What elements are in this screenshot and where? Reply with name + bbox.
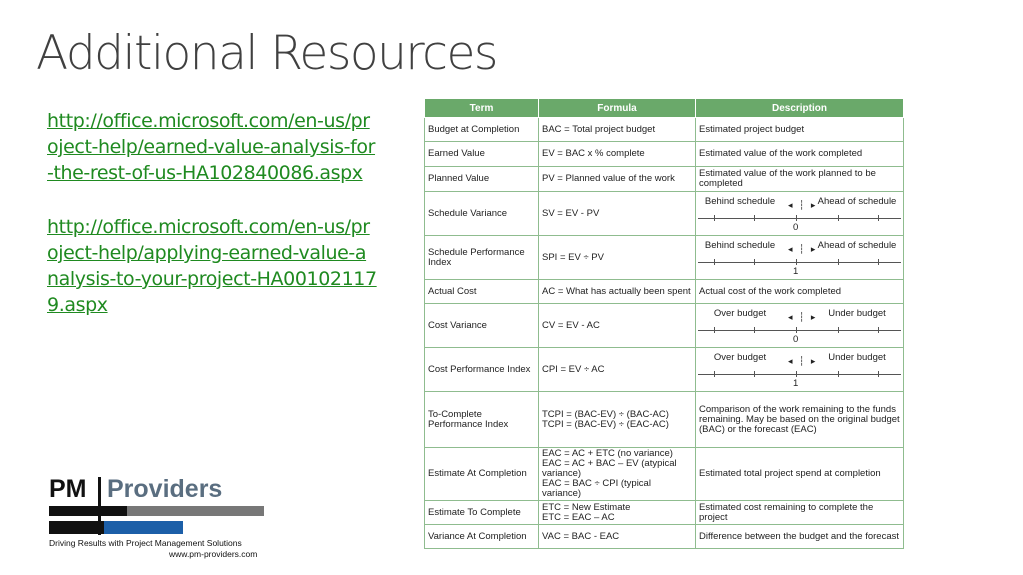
scale-tick <box>754 259 755 265</box>
formula-cell: TCPI = (BAC-EV) ÷ (BAC-AC) TCPI = (BAC-EV) ÷ (EAC-AC) <box>539 392 696 448</box>
scale-left-label: Over budget <box>713 351 767 363</box>
scale-line <box>698 330 901 331</box>
scale-left-label: Over budget <box>713 307 767 319</box>
scale-tick <box>714 259 715 265</box>
resource-link-earned-value-rest-of-us[interactable]: http://office.microsoft.com/en-us/project-help/earned-value-analysis-for-the-rest-of-us-HA102840086.aspx <box>47 110 376 184</box>
scale-right-label: Under budget <box>828 351 886 363</box>
pm-providers-logo <box>49 475 269 567</box>
table-header-row <box>425 99 904 118</box>
formula-cell: VAC = BAC - EAC <box>539 525 696 549</box>
formula-cell: EAC = AC + ETC (no variance) EAC = AC + BAC – EV (atypical variance) EAC = BAC ÷ CPI (typical variance) <box>539 448 696 501</box>
table-row <box>425 118 904 142</box>
table-row <box>425 142 904 167</box>
term-cell: Schedule Performance Index <box>425 236 539 280</box>
term-cell: Actual Cost <box>425 280 539 304</box>
scale-line <box>698 262 901 263</box>
formula-cell: SV = EV - PV <box>539 192 696 236</box>
scale-tick <box>878 259 879 265</box>
scale-line <box>698 374 901 375</box>
scale-arrows-icon: ◂ ┆ ▸ <box>788 199 818 210</box>
scale-tick <box>838 371 839 377</box>
scale-tick <box>878 215 879 221</box>
term-cell: Estimate At Completion <box>425 448 539 501</box>
description-cell: Estimated value of the work planned to be completed <box>696 167 904 192</box>
term-cell: Earned Value <box>425 142 539 167</box>
scale-midpoint-label: 0 <box>793 333 799 345</box>
term-cell: Budget at Completion <box>425 118 539 142</box>
scale-line <box>698 218 901 219</box>
table-row <box>425 392 904 448</box>
logo-url: www.pm-providers.com <box>169 549 258 559</box>
table-row <box>425 525 904 549</box>
variance-scale <box>696 238 903 278</box>
table-row <box>425 192 904 236</box>
scale-tick <box>754 371 755 377</box>
scale-arrows-icon: ◂ ┆ ▸ <box>788 243 818 254</box>
scale-tick <box>796 327 797 333</box>
term-cell: Cost Performance Index <box>425 348 539 392</box>
resource-link-applying-earned-value[interactable]: http://office.microsoft.com/en-us/project-help/applying-earned-value-analysis-to-your-project-HA001021179.aspx <box>47 216 377 316</box>
slide-title: Additional Resources <box>36 26 497 81</box>
variance-scale <box>696 350 903 390</box>
term-cell: Estimate To Complete <box>425 501 539 525</box>
description-cell: Estimated value of the work completed <box>696 142 904 167</box>
description-cell <box>696 236 904 280</box>
scale-arrows-icon: ◂ ┆ ▸ <box>788 355 818 366</box>
logo-bar-black-lower <box>49 521 104 534</box>
table-row <box>425 348 904 392</box>
variance-scale <box>696 306 903 346</box>
scale-midpoint-label: 1 <box>793 377 799 389</box>
term-cell: Cost Variance <box>425 304 539 348</box>
formula-cell: PV = Planned value of the work <box>539 167 696 192</box>
table-row <box>425 236 904 280</box>
scale-tick <box>878 371 879 377</box>
logo-bar-black <box>49 506 127 516</box>
scale-tick <box>838 327 839 333</box>
scale-tick <box>754 215 755 221</box>
formula-cell: SPI = EV ÷ PV <box>539 236 696 280</box>
description-cell <box>696 348 904 392</box>
formula-cell: ETC = New Estimate ETC = EAC – AC <box>539 501 696 525</box>
term-cell: Variance At Completion <box>425 525 539 549</box>
scale-left-label: Behind schedule <box>704 239 776 251</box>
formula-cell: CV = EV - AC <box>539 304 696 348</box>
header-description: Description <box>696 99 904 118</box>
logo-pm-text: PM <box>49 475 87 503</box>
formula-cell: CPI = EV ÷ AC <box>539 348 696 392</box>
description-cell: Comparison of the work remaining to the funds remaining. May be based on the original budget (BAC) or the forecast (EAC) <box>696 392 904 448</box>
formula-cell: AC = What has actually been spent <box>539 280 696 304</box>
term-cell: Schedule Variance <box>425 192 539 236</box>
scale-right-label: Ahead of schedule <box>817 195 897 207</box>
description-cell: Estimated total project spend at completion <box>696 448 904 501</box>
resource-links <box>47 108 377 346</box>
scale-arrows-icon: ◂ ┆ ▸ <box>788 311 818 322</box>
scale-tick <box>838 215 839 221</box>
scale-tick <box>796 259 797 265</box>
logo-providers-text: Providers <box>107 475 223 503</box>
description-cell: Actual cost of the work completed <box>696 280 904 304</box>
header-term: Term <box>425 99 539 118</box>
table-row <box>425 280 904 304</box>
scale-tick <box>878 327 879 333</box>
header-formula: Formula <box>539 99 696 118</box>
scale-right-label: Under budget <box>828 307 886 319</box>
description-cell: Difference between the budget and the forecast <box>696 525 904 549</box>
scale-right-label: Ahead of schedule <box>817 239 897 251</box>
scale-tick <box>714 327 715 333</box>
logo-tagline: Driving Results with Project Management Solutions <box>49 538 242 548</box>
scale-midpoint-label: 0 <box>793 221 799 233</box>
formula-cell: EV = BAC x % complete <box>539 142 696 167</box>
table-row <box>425 448 904 501</box>
description-cell: Estimated cost remaining to complete the project <box>696 501 904 525</box>
formula-cell: BAC = Total project budget <box>539 118 696 142</box>
scale-tick <box>754 327 755 333</box>
term-cell: To-Complete Performance Index <box>425 392 539 448</box>
term-cell: Planned Value <box>425 167 539 192</box>
scale-tick <box>714 215 715 221</box>
scale-midpoint-label: 1 <box>793 265 799 277</box>
scale-tick <box>796 371 797 377</box>
scale-tick <box>796 215 797 221</box>
scale-tick <box>838 259 839 265</box>
table-row <box>425 501 904 525</box>
variance-scale <box>696 194 903 234</box>
scale-tick <box>714 371 715 377</box>
description-cell <box>696 304 904 348</box>
description-cell: Estimated project budget <box>696 118 904 142</box>
table-row <box>425 304 904 348</box>
earned-value-table <box>424 98 904 549</box>
scale-left-label: Behind schedule <box>704 195 776 207</box>
table-row <box>425 167 904 192</box>
description-cell <box>696 192 904 236</box>
